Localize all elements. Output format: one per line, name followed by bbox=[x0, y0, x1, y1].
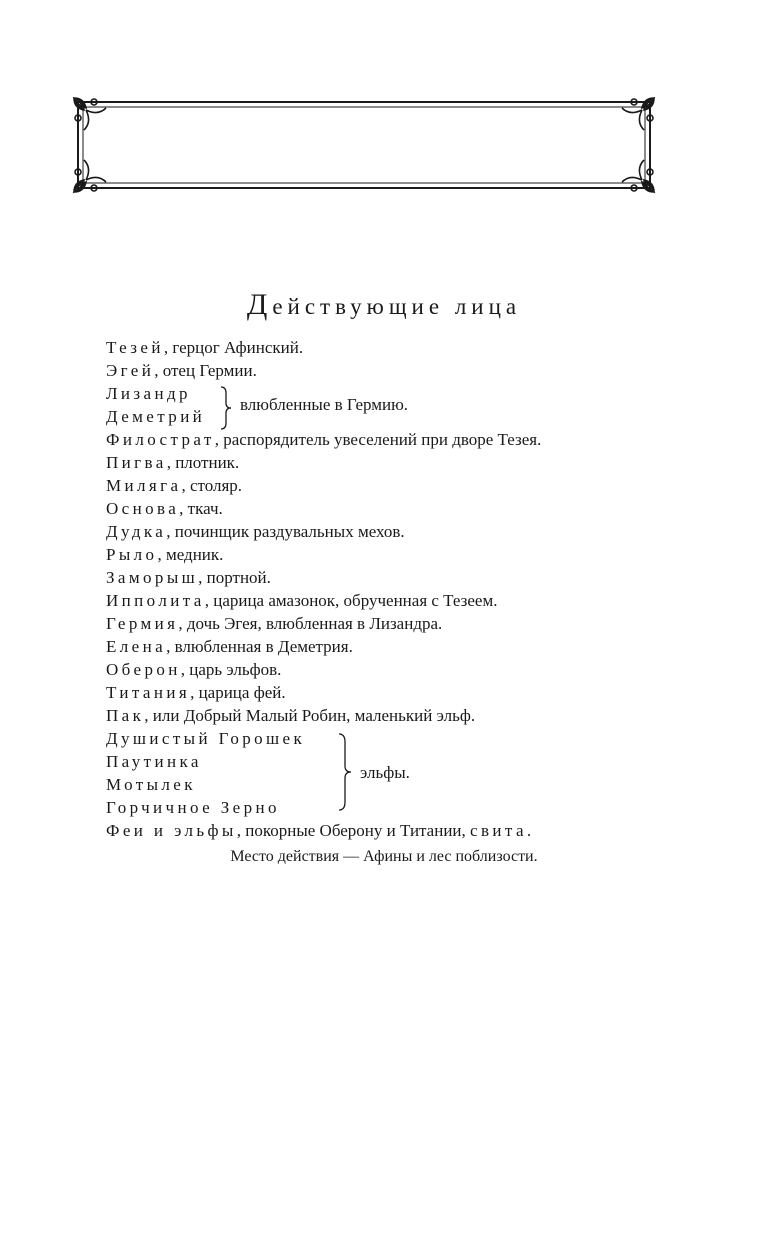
page-title: Действующие лица bbox=[246, 288, 522, 321]
cast-line bbox=[106, 428, 541, 451]
character-description: , царица амазонок, обрученная с Тезеем. bbox=[204, 591, 498, 610]
cast-line bbox=[106, 543, 223, 566]
cast-line bbox=[106, 382, 191, 405]
character-name: Лизандр bbox=[106, 384, 191, 403]
character-name: Елена bbox=[106, 637, 167, 656]
character-name: Паутинка bbox=[106, 752, 202, 771]
cast-line bbox=[106, 796, 280, 819]
cast-line bbox=[106, 566, 271, 589]
character-description: , дочь Эгея, влюбленная в Лизандра. bbox=[178, 614, 443, 633]
cast-line bbox=[106, 635, 353, 658]
character-name: Душистый Горошек bbox=[106, 729, 306, 748]
cast-line bbox=[106, 819, 535, 842]
character-description: , покорные Оберону и Титании, bbox=[236, 821, 471, 840]
setting-line: Место действия — Афины и лес поблизости. bbox=[230, 848, 538, 865]
cast-line bbox=[106, 589, 498, 612]
cast-line bbox=[106, 704, 475, 727]
character-description: , герцог Афинский. bbox=[163, 338, 304, 357]
character-name: Эгей bbox=[106, 361, 155, 380]
character-name: Заморыш bbox=[106, 568, 199, 587]
character-name: Оберон bbox=[106, 660, 181, 679]
cast-line bbox=[106, 727, 305, 750]
character-name: Горчичное Зерно bbox=[106, 798, 280, 817]
character-description: , столяр. bbox=[181, 476, 243, 495]
character-name: Тезей bbox=[106, 338, 164, 357]
character-name: Миляга bbox=[106, 476, 182, 495]
character-name: Рыло bbox=[106, 545, 158, 564]
character-name: Гермия bbox=[106, 614, 179, 633]
cast-line bbox=[106, 520, 405, 543]
character-name: Ипполита bbox=[106, 591, 205, 610]
brace-icon bbox=[220, 386, 232, 430]
character-description: , отец Гермии. bbox=[154, 361, 257, 380]
character-description: , царица фей. bbox=[190, 683, 286, 702]
cast-line bbox=[106, 359, 257, 382]
cast-line bbox=[106, 474, 242, 497]
character-name: Дудка bbox=[106, 522, 167, 541]
character-name: Деметрий bbox=[106, 407, 206, 426]
character-name: Филострат bbox=[106, 430, 215, 449]
cast-line bbox=[106, 336, 303, 359]
character-description: , медник. bbox=[157, 545, 224, 564]
cast-line bbox=[106, 750, 202, 773]
character-name: Мотылек bbox=[106, 775, 196, 794]
character-name: Феи и эльфы bbox=[106, 821, 237, 840]
character-name: Пак bbox=[106, 706, 145, 725]
character-name: Пигва bbox=[106, 453, 167, 472]
character-name: Титания bbox=[106, 683, 191, 702]
character-description: , царь эльфов. bbox=[180, 660, 282, 679]
character-description: , распорядитель увеселений при дворе Тезея. bbox=[214, 430, 542, 449]
character-suffix: свита. bbox=[470, 821, 535, 840]
cast-line bbox=[106, 612, 442, 635]
character-description: , плотник. bbox=[166, 453, 240, 472]
character-name: Основа bbox=[106, 499, 180, 518]
character-description: , или Добрый Малый Робин, маленький эльф. bbox=[144, 706, 476, 725]
cast-line bbox=[106, 658, 281, 681]
cast-line bbox=[106, 405, 205, 428]
character-description: , починщик раздувальных мехов. bbox=[166, 522, 405, 541]
cast-line bbox=[106, 497, 223, 520]
cast-line bbox=[106, 681, 286, 704]
lovers-group-label: влюбленные в Гермию. bbox=[240, 395, 409, 414]
cast-line bbox=[106, 451, 239, 474]
cast-line bbox=[106, 773, 196, 796]
brace-icon bbox=[338, 733, 352, 813]
ornamental-frame bbox=[72, 96, 656, 194]
character-description: , портной. bbox=[198, 568, 271, 587]
character-description: , влюбленная в Деметрия. bbox=[166, 637, 353, 656]
character-description: , ткач. bbox=[179, 499, 223, 518]
elves-group-label: эльфы. bbox=[360, 763, 410, 782]
